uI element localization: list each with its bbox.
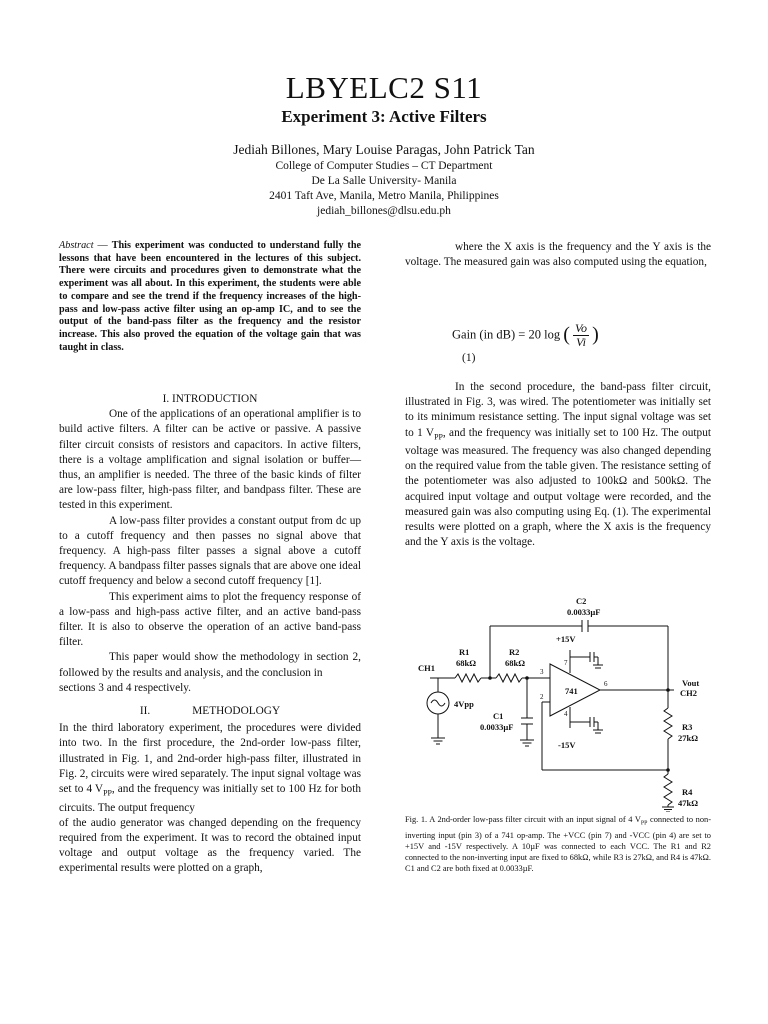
- label-pin6: 6: [604, 680, 608, 688]
- procedure-text: , and the frequency was initially set to 100 Hz. The output voltage was measured. The frequency was also changed depending on the required value from the table given. The resistance setting of the potentiometer was also adjusted to 100kΩ and 500kΩ. The acquired input voltage and output voltage were recorded, and the measured gain was also computing using Eq. (1). The experimental results were plotted on a graph, where the X axis is the frequency and the Y axis is the voltage.: [405, 426, 711, 549]
- label-source: 4Vpp: [454, 699, 474, 709]
- methodology-paragraph: of the audio generator was changed depending on the frequency required from the experiment. It was to record the obtained input voltage and output voltage as the frequency varied. The experimental results were plotted on a graph,: [59, 816, 361, 875]
- resistor-r1: [455, 674, 481, 682]
- label-ch1: CH1: [418, 663, 435, 673]
- methodology-heading-text: METHODOLOGY: [192, 705, 281, 718]
- intro-paragraph: A low-pass filter provides a constant output from dc up to a cutoff frequency and then passes no signal above that frequency. A high-pass filter passes a signal above a cutoff frequency. A bandpass filter passes signals that are above one ideal cutoff frequency and below a second cutoff frequency [1].: [59, 514, 361, 588]
- equation-numerator: Vo: [575, 321, 588, 335]
- resistor-r4: [664, 774, 672, 805]
- methodology-heading: [59, 704, 361, 719]
- right-paragraph: where the X axis is the frequency and the Y axis is the voltage. The measured gain was also computed using the equation,: [405, 241, 711, 269]
- label-c2: C2: [576, 596, 587, 606]
- left-column: [59, 392, 361, 877]
- methodology-text: In the third laboratory experiment, the procedures were divided into two. In the first procedure, the 2nd-order low-pass filter, illustrated in Fig. 1, and 2nd-order high-pass filter, illustrated in Fig. 2, circuits were wired separately. The input signal voltage was set to 4 V: [59, 722, 361, 796]
- affiliation-line: College of Computer Studies – CT Department: [275, 160, 493, 172]
- affiliation-line: De La Salle University- Manila: [311, 175, 457, 187]
- label-r2-value: 68kΩ: [505, 658, 526, 668]
- methodology-text: , and the frequency was initially set to 100 Hz for both circuits. The output frequency: [59, 783, 361, 814]
- abstract-label: Abstract: [59, 240, 94, 251]
- label-pin3: 3: [540, 668, 544, 676]
- affiliation-line: 2401 Taft Ave, Manila, Metro Manila, Philippines: [269, 190, 499, 202]
- low-pass-filter-circuit: [410, 590, 710, 812]
- right-column-body: [405, 380, 711, 550]
- label-pin2: 2: [540, 693, 544, 701]
- subscript: PP: [103, 788, 112, 798]
- label-c1-value: 0.0033µF: [480, 722, 514, 732]
- label-r1-value: 68kΩ: [456, 658, 477, 668]
- label-opamp: 741: [565, 686, 578, 696]
- label-r3-value: 27kΩ: [678, 733, 699, 743]
- right-column-top: [405, 240, 711, 270]
- equation-number: (1): [462, 352, 476, 364]
- abstract-text: This experiment was conducted to understand fully the lessons that have been encountered in the lectures of this subject. There were circuits and procedures given to demonstrate what the experiment was all about. In this experiment, the students were able to compare and see the trend if the frequency increases of the high-pass and low-pass active filter using an op-amp IC, and to see the output of the band-pass filter as the frequency and the resistor increase. This also proved the equation of the voltage gain that was taught in class.: [59, 240, 362, 353]
- caption-text: Fig. 1. A 2nd-order low-pass filter circuit with an input signal of 4 V: [405, 815, 641, 824]
- subscript: PP: [640, 820, 648, 827]
- paper-title: LBYELC2 S11: [285, 70, 483, 105]
- figure-caption: [405, 814, 711, 875]
- intro-paragraph: This paper would show the methodology in section 2, followed by the results and analysis, and the conclusion in: [59, 651, 361, 679]
- equation-prefix: Gain (in dB) = 20 log: [452, 327, 561, 342]
- equation-denominator: Vi: [576, 335, 586, 349]
- intro-paragraph-end: sections 3 and 4 respectively.: [59, 681, 191, 694]
- label-r4-value: 47kΩ: [678, 798, 699, 808]
- methodology-paragraph: [59, 721, 361, 815]
- label-vout: Vout: [682, 678, 700, 688]
- label-vpos: +15V: [556, 634, 576, 644]
- sine-wave-icon: [431, 700, 445, 706]
- resistor-r3: [664, 708, 672, 739]
- caption-text: connected to non-inverting input (pin 3) of a 741 op-amp. The +VCC (pin 7) and -VCC (pin 4) are set to +15V and -15V respectively. A 10µF was connected to each VCC. The R1 and R2 connected to the non-inverting input are fixed to 68kΩ, while R3 is 27kΩ, and R4 is 47kΩ. C1 and C2 are both fixed at 0.0033µF.: [405, 815, 712, 874]
- label-r2: R2: [509, 647, 520, 657]
- right-paragraph: [405, 380, 711, 550]
- authors: Jediah Billones, Mary Louise Paragas, John Patrick Tan: [233, 142, 535, 157]
- subscript: PP: [434, 431, 443, 441]
- label-r1: R1: [459, 647, 470, 657]
- label-ch2: CH2: [680, 688, 697, 698]
- paper-subtitle: Experiment 3: Active Filters: [281, 107, 487, 126]
- label-c1: C1: [493, 711, 504, 721]
- intro-paragraph: One of the applications of an operational amplifier is to build active filters. A filter can be active or passive. A passive filter circuit consists of resistors and capacitors. In active filters, there is a voltage amplification and signal isolation or buffer—thus, an amplifier is needed. The three of the basic kinds of filter are low-pass filter, high-pass filter, and bandpass filter. These are tested in this experiment.: [59, 408, 361, 512]
- methodology-heading-num: II.: [139, 705, 151, 718]
- intro-heading: I. INTRODUCTION: [162, 393, 258, 405]
- resistor-r2: [496, 674, 522, 682]
- label-c2-value: 0.0033µF: [567, 607, 601, 617]
- label-vneg: -15V: [558, 740, 576, 750]
- procedure-text: In the second procedure, the band-pass filter circuit, illustrated in Fig. 3, was wired. The potentiometer was initially set to its minimum resistance setting. The input signal voltage was set to 1 V: [405, 381, 711, 439]
- author-email: jediah_billones@dlsu.edu.ph: [317, 205, 451, 217]
- label-pin4: 4: [564, 710, 568, 718]
- gain-equation: Gain (in dB) = 20 log ( $\frac{Vo}{Vi}$ ): [452, 321, 599, 349]
- label-r3: R3: [682, 722, 693, 732]
- intro-paragraph: This experiment aims to plot the frequency response of a low-pass and high-pass active filter, and an active band-pass filter. It is also to observe the operation of an active band-pass filter.: [59, 590, 361, 649]
- label-r4: R4: [682, 787, 693, 797]
- abstract: Abstract — This experiment was conducted to understand fully the lessons that have been encountered in the lectures of this subject. There were circuits and procedures given to demonstrate what the experiment was all about. In this experiment, the students were able to compare and see the trend if the frequency increases of the high-pass and low-pass active filter using an op-amp IC, and to see the output of the band-pass filter as the frequency and the resistor increase. This also proved the equation of the voltage gain that was taught in class.: [59, 240, 362, 353]
- label-pin7: 7: [564, 659, 568, 667]
